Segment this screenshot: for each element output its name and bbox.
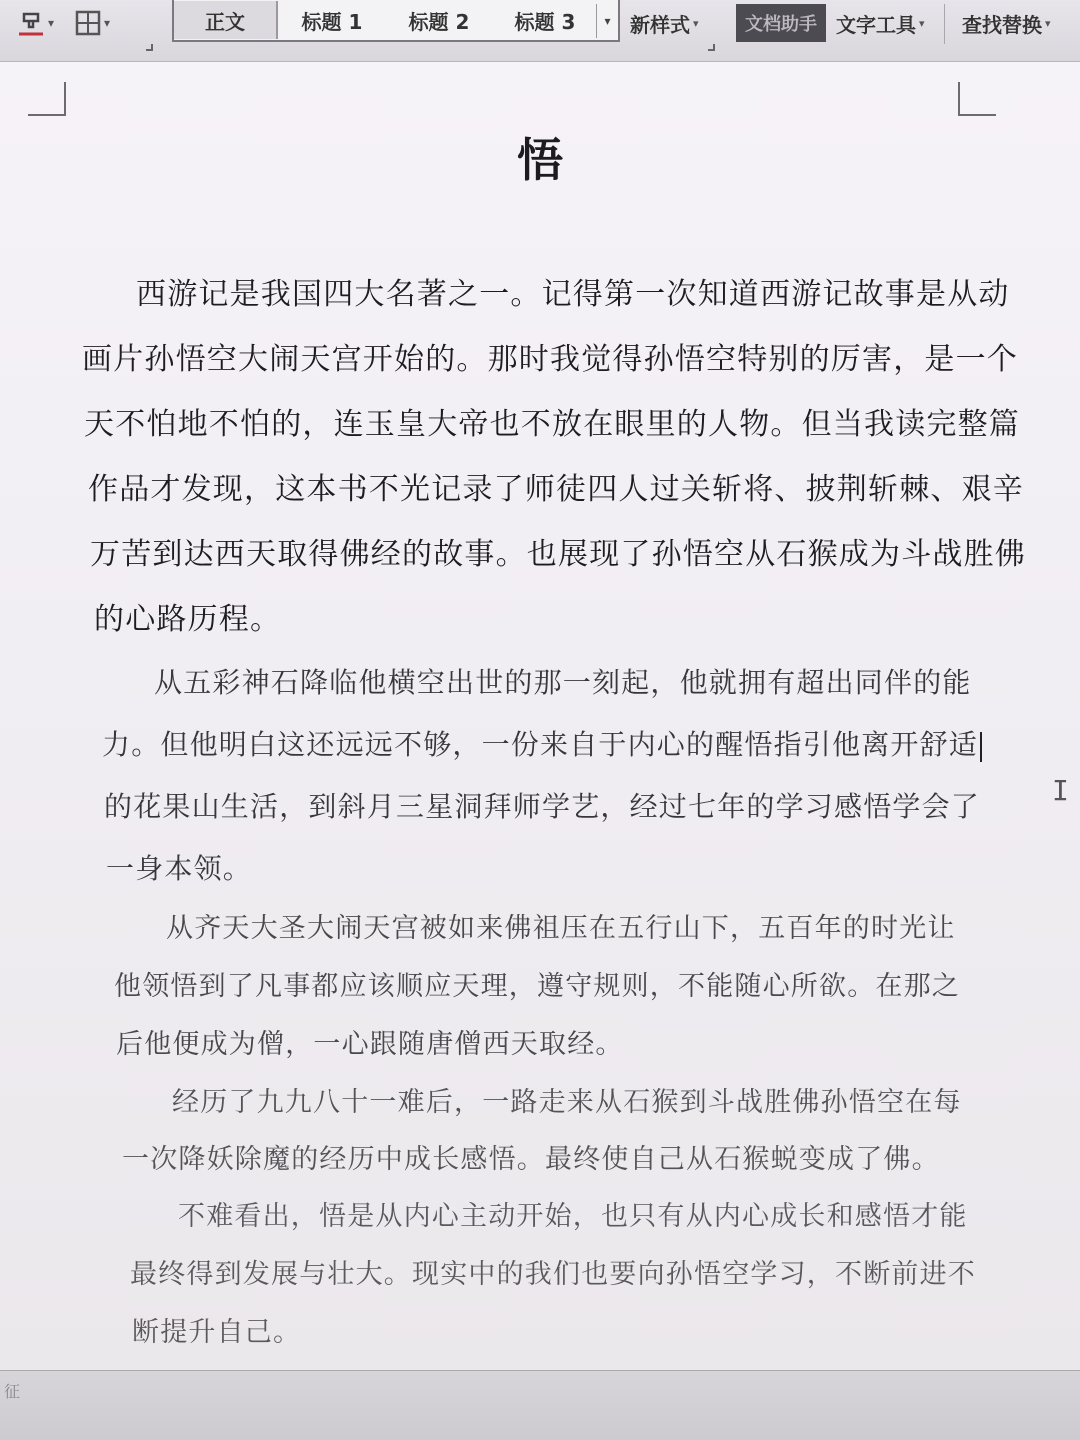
style-heading-2[interactable]: 标题 2 [408, 9, 470, 34]
document-page[interactable] [0, 62, 1080, 1370]
text-tools-button[interactable] [836, 8, 925, 38]
ribbon-toolbar [0, 0, 1080, 62]
chevron-down-icon: ▾ [919, 16, 925, 30]
text-line: 力。但他明白这还远远不够，一份来自于内心的醒悟指引他离开舒适 [102, 728, 979, 761]
paint-brush-icon [16, 8, 46, 38]
new-style-button[interactable] [630, 8, 699, 38]
text-line: 西游记是我国四大名著之一。记得第一次知道西游记故事是从动 [136, 277, 1010, 312]
ibeam-cursor-icon: I [1052, 774, 1069, 807]
style-heading-3[interactable]: 标题 3 [514, 9, 576, 34]
borders-button[interactable] [74, 6, 126, 40]
chevron-down-icon[interactable]: ▾ [48, 16, 55, 30]
text-line: 从齐天大圣大闹天宫被如来佛祖压在五行山下，五百年的时光让 [166, 913, 956, 944]
status-bar [0, 1370, 1080, 1440]
text-line: 最终得到发展与壮大。现实中的我们也要向孙悟空学习，不断前进不 [130, 1259, 976, 1290]
text-line: 的心路历程。 [94, 602, 282, 637]
text-cursor [980, 732, 982, 762]
status-text: 征 [4, 1382, 21, 1401]
text-line: 天不怕地不怕的，连玉皇大帝也不放在眼里的人物。但当我读完整篇 [84, 407, 1020, 442]
gallery-expand-icon: ▾ [604, 14, 611, 28]
document-title[interactable]: 悟 [517, 133, 563, 187]
paragraph[interactable] [82, 1074, 962, 1188]
style-normal[interactable]: 正文 [174, 1, 278, 39]
paragraph[interactable] [82, 652, 981, 900]
text-line: 万苦到达西天取得佛经的故事。也展现了孙悟空从石猴成为斗战胜佛 [90, 537, 1026, 572]
style-gallery-more-button[interactable] [596, 4, 618, 38]
text-line: 画片孙悟空大闹天宫开始的。那时我觉得孙悟空特别的厉害，是一个 [82, 342, 1018, 377]
text-line: 后他便成为僧，一心跟随唐僧西天取经。 [116, 1029, 624, 1060]
margin-corner-top-right [958, 82, 996, 116]
text-line-with-cursor [82, 714, 979, 776]
format-painter-button[interactable] [16, 6, 68, 40]
margin-corner-top-left [28, 82, 66, 116]
style-gallery [172, 0, 620, 42]
text-line: 的花果山生活，到斜月三星洞拜师学艺，经过七年的学习感悟学会了 [104, 790, 981, 823]
border-grid-icon [74, 9, 102, 37]
find-replace-label: 查找替换 [962, 12, 1042, 37]
text-tools-label: 文字工具 [836, 12, 916, 37]
text-line: 从五彩神石降临他横空出世的那一刻起，他就拥有超出同伴的能 [154, 666, 972, 699]
group-launcher-icon[interactable] [146, 44, 153, 51]
find-replace-button[interactable] [962, 8, 1051, 38]
new-style-label: 新样式 [630, 12, 690, 37]
text-line: 一身本领。 [106, 852, 253, 885]
paragraph[interactable] [82, 262, 1026, 652]
text-line: 一次降妖除魔的经历中成长感悟。最终使自己从石猴蜕变成了佛。 [122, 1144, 940, 1175]
text-line: 作品才发现，这本书不光记录了师徒四人过关斩将、披荆斩棘、艰辛 [88, 472, 1024, 507]
text-line: 经历了九九八十一难后，一路走来从石猴到斗战胜佛孙悟空在每 [172, 1087, 962, 1118]
toolbar-divider [944, 4, 945, 44]
chevron-down-icon: ▾ [693, 16, 699, 30]
text-line: 他领悟到了凡事都应该顺应天理，遵守规则，不能随心所欲。在那之 [114, 971, 960, 1002]
document-body[interactable] [82, 262, 1026, 1362]
chevron-down-icon: ▾ [1045, 16, 1051, 30]
chevron-down-icon[interactable]: ▾ [104, 16, 111, 30]
text-line: 不难看出，悟是从内心主动开始，也只有从内心成长和感悟才能 [178, 1201, 968, 1232]
paragraph[interactable] [82, 1188, 976, 1362]
style-heading-1[interactable]: 标题 1 [301, 9, 363, 34]
group-launcher-icon[interactable] [708, 44, 715, 51]
paragraph[interactable] [82, 900, 960, 1074]
doc-assistant-button[interactable]: 文档助手 [736, 4, 826, 42]
text-line: 断提升自己。 [132, 1317, 302, 1348]
